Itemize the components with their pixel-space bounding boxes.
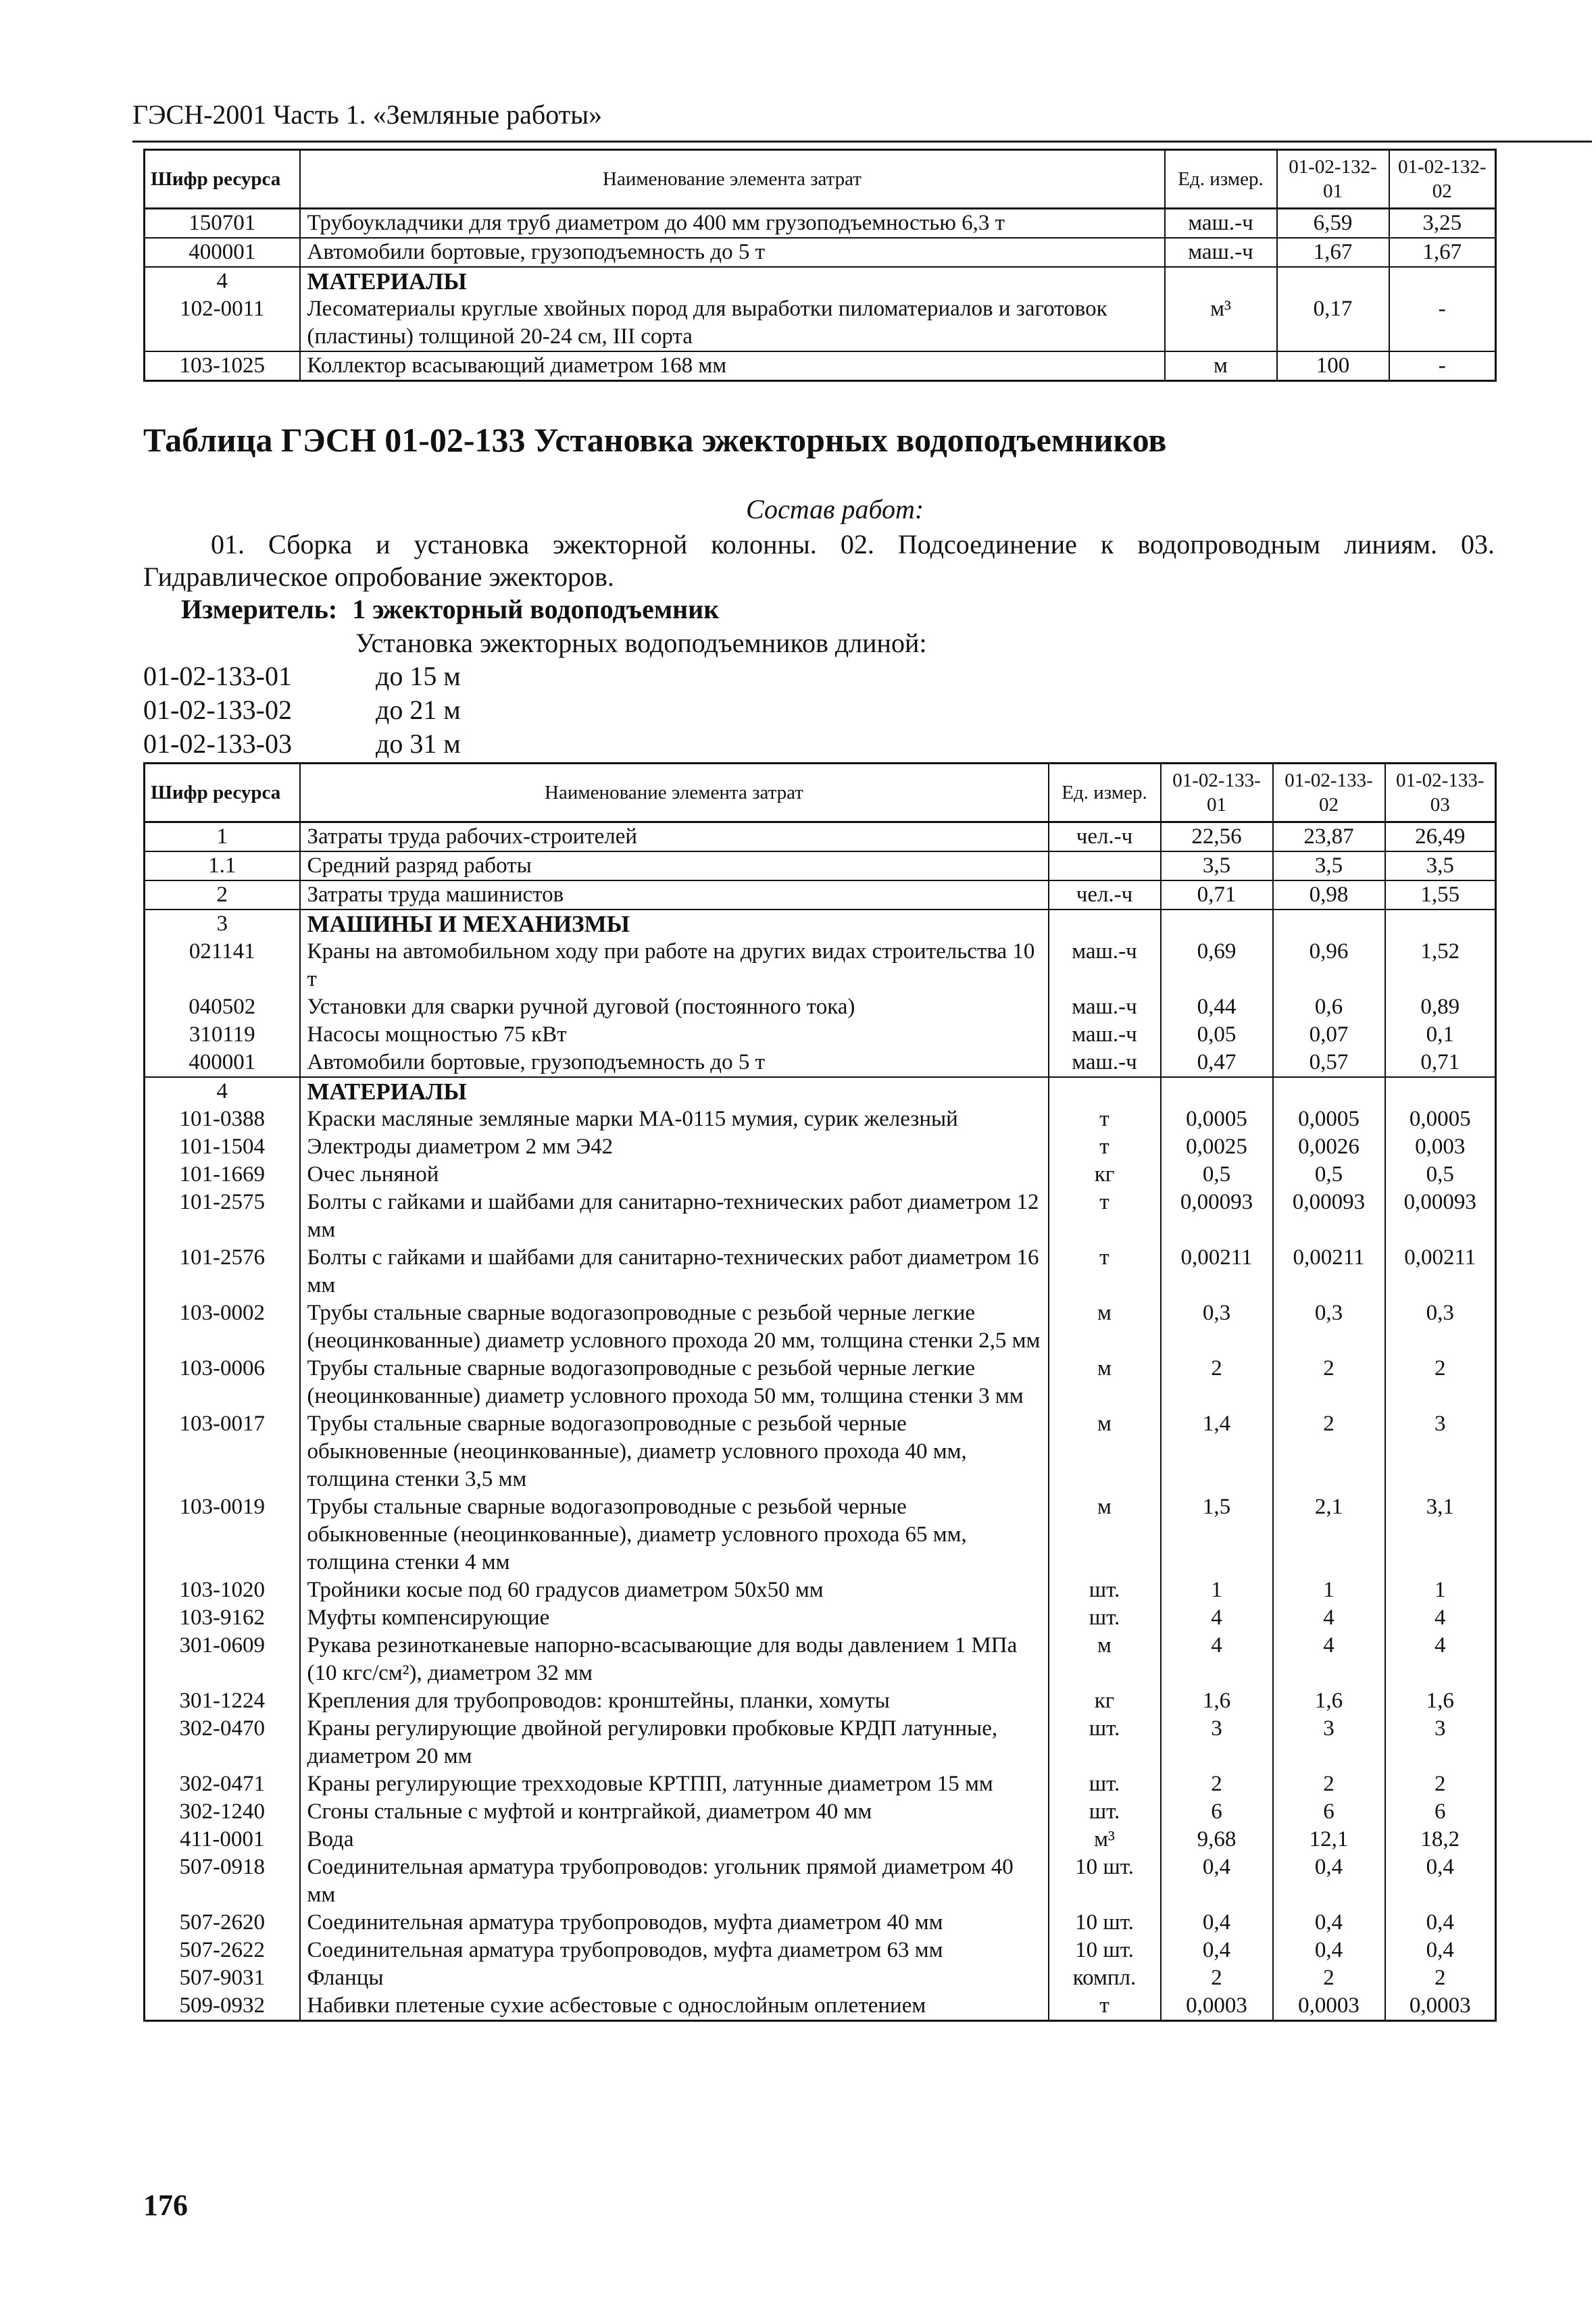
table-row: [145, 295, 1496, 351]
resource-code: 4: [145, 1077, 300, 1105]
variant-desc: до 15 м: [376, 661, 461, 691]
value-cell: 2: [1161, 1964, 1273, 1992]
table-title: Таблица ГЭСН 01-02-133 Установка эжекторных водоподъемников: [143, 421, 1167, 459]
table-row: [145, 351, 1496, 381]
resource-code: 507-2620: [145, 1909, 300, 1937]
value-cell: 0,003: [1385, 1133, 1496, 1161]
resource-code: 102-0011: [145, 295, 300, 351]
value-cell: 100: [1277, 351, 1389, 381]
value-cell: 0,4: [1273, 1937, 1385, 1964]
value-cell: 1: [1161, 1576, 1273, 1604]
cost-element-name: Болты с гайками и шайбами для санитарно-технических работ диаметром 16 мм: [300, 1244, 1049, 1299]
unit-cell: [1049, 910, 1161, 938]
value-cell: 18,2: [1385, 1826, 1496, 1853]
value-cell: 0,96: [1273, 938, 1385, 993]
install-title: Установка эжекторных водоподъемников длиной:: [355, 628, 927, 658]
resource-code: 310119: [145, 1021, 300, 1049]
cost-element-name: Трубы стальные сварные водогазопроводные с резьбой черные обыкновенные (неоцинкованные), диаметр условного прохода 65 мм, толщина стенки 4 мм: [300, 1493, 1049, 1576]
resource-code: 301-0609: [145, 1632, 300, 1687]
value-cell: 2: [1161, 1355, 1273, 1410]
value-cell: 6,59: [1277, 209, 1389, 239]
meter-label: Измеритель:: [181, 594, 338, 624]
cost-element-name: Трубоукладчики для труб диаметром до 400 мм грузоподъемностью 6,3 т: [300, 209, 1165, 239]
variant-desc: до 31 м: [376, 728, 461, 759]
value-cell: 0,00211: [1273, 1244, 1385, 1299]
page-number: 176: [143, 2189, 188, 2222]
table-row: [145, 238, 1496, 267]
table-body: [145, 822, 1496, 2021]
value-cell: 0,4: [1273, 1909, 1385, 1937]
value-cell: 0,4: [1161, 1937, 1273, 1964]
value-cell: [1385, 1077, 1496, 1105]
variant-item: [143, 693, 461, 727]
value-cell: [1161, 910, 1273, 938]
unit-cell: м³: [1165, 295, 1277, 351]
value-cell: 1,55: [1385, 880, 1496, 910]
value-cell: 2: [1273, 1355, 1385, 1410]
table-row: [145, 1133, 1496, 1161]
value-cell: 4: [1273, 1604, 1385, 1632]
table-body: [145, 209, 1496, 381]
table-row: [145, 1077, 1496, 1105]
table-row: [145, 1798, 1496, 1826]
cost-element-name: МАТЕРИАЛЫ: [300, 1077, 1049, 1105]
table-row: [145, 1909, 1496, 1937]
value-cell: 0,3: [1273, 1299, 1385, 1355]
value-cell: 1,4: [1161, 1410, 1273, 1493]
column-header: Шифр ресурса: [145, 764, 300, 822]
cost-element-name: Автомобили бортовые, грузоподъемность до 5 т: [300, 1049, 1049, 1077]
table-row: [145, 1604, 1496, 1632]
table-row: [145, 1964, 1496, 1992]
variant-list: [143, 659, 461, 761]
value-cell: 1,52: [1385, 938, 1496, 993]
unit-cell: т: [1049, 1133, 1161, 1161]
resource-code: 4: [145, 267, 300, 295]
variant-desc: до 21 м: [376, 695, 461, 725]
value-cell: 0,00211: [1161, 1244, 1273, 1299]
value-cell: 3,5: [1385, 851, 1496, 880]
value-cell: 6: [1161, 1798, 1273, 1826]
value-cell: 12,1: [1273, 1826, 1385, 1853]
cost-element-name: Болты с гайками и шайбами для санитарно-технических работ диаметром 12 мм: [300, 1189, 1049, 1244]
value-cell: 0,5: [1273, 1161, 1385, 1189]
table-row: [145, 1576, 1496, 1604]
value-cell: 3: [1385, 1410, 1496, 1493]
value-cell: 0,3: [1385, 1299, 1496, 1355]
resource-code: 103-1025: [145, 351, 300, 381]
value-cell: 0,00093: [1161, 1189, 1273, 1244]
value-cell: 2: [1273, 1410, 1385, 1493]
value-cell: 0,3: [1161, 1299, 1273, 1355]
resource-code: 507-2622: [145, 1937, 300, 1964]
table-row: [145, 1770, 1496, 1798]
resource-code: 411-0001: [145, 1826, 300, 1853]
table-row: [145, 1687, 1496, 1715]
meter-value: 1 эжекторный водоподъемник: [352, 594, 720, 624]
cost-element-name: Очес льняной: [300, 1161, 1049, 1189]
cost-element-name: Соединительная арматура трубопроводов, муфта диаметром 40 мм: [300, 1909, 1049, 1937]
cost-element-name: Средний разряд работы: [300, 851, 1049, 880]
table-row: [145, 1853, 1496, 1909]
table-row: [145, 910, 1496, 938]
table-row: [145, 993, 1496, 1021]
unit-cell: [1165, 267, 1277, 295]
unit-cell: чел.-ч: [1049, 880, 1161, 910]
resource-code: 103-0002: [145, 1299, 300, 1355]
unit-cell: м³: [1049, 1826, 1161, 1853]
value-cell: 0,00093: [1385, 1189, 1496, 1244]
variant-item: [143, 659, 461, 693]
column-header: 01-02-133-01: [1161, 764, 1273, 822]
resource-code: 021141: [145, 938, 300, 993]
unit-cell: м: [1165, 351, 1277, 381]
value-cell: -: [1389, 351, 1496, 381]
value-cell: 9,68: [1161, 1826, 1273, 1853]
table-row: [145, 851, 1496, 880]
table-row: [145, 880, 1496, 910]
unit-cell: м: [1049, 1299, 1161, 1355]
value-cell: 1,6: [1385, 1687, 1496, 1715]
value-cell: 0,05: [1161, 1021, 1273, 1049]
value-cell: 0,57: [1273, 1049, 1385, 1077]
table-header-row: [145, 764, 1496, 822]
value-cell: 1,6: [1273, 1687, 1385, 1715]
table-row: [145, 1189, 1496, 1244]
resource-code: 040502: [145, 993, 300, 1021]
cost-element-name: МАТЕРИАЛЫ: [300, 267, 1165, 295]
value-cell: 0,71: [1385, 1049, 1496, 1077]
value-cell: 23,87: [1273, 822, 1385, 852]
table-row: [145, 1632, 1496, 1687]
header-rule: [132, 141, 1592, 143]
value-cell: 2: [1385, 1964, 1496, 1992]
value-cell: [1273, 910, 1385, 938]
resource-code: 509-0932: [145, 1992, 300, 2021]
value-cell: 0,00211: [1385, 1244, 1496, 1299]
value-cell: 1,6: [1161, 1687, 1273, 1715]
unit-cell: [1049, 1077, 1161, 1105]
unit-cell: м: [1049, 1355, 1161, 1410]
value-cell: 0,1: [1385, 1021, 1496, 1049]
column-header: 01-02-132-01: [1277, 150, 1389, 209]
unit-cell: т: [1049, 1992, 1161, 2021]
cost-element-name: Электроды диаметром 2 мм Э42: [300, 1133, 1049, 1161]
table-row: [145, 822, 1496, 852]
table-row: [145, 1715, 1496, 1770]
unit-cell: маш.-ч: [1049, 938, 1161, 993]
resource-code: 302-0471: [145, 1770, 300, 1798]
value-cell: [1273, 1077, 1385, 1105]
unit-cell: т: [1049, 1189, 1161, 1244]
cost-element-name: Затраты труда рабочих-строителей: [300, 822, 1049, 852]
cost-element-name: Краны регулирующие двойной регулировки пробковые КРДП латунные, диаметром 20 мм: [300, 1715, 1049, 1770]
cost-element-name: Трубы стальные сварные водогазопроводные с резьбой черные легкие (неоцинкованные) диаметр условного прохода 50 мм, толщина стенки 3 мм: [300, 1355, 1049, 1410]
table-row: [145, 1021, 1496, 1049]
column-header: 01-02-133-02: [1273, 764, 1385, 822]
value-cell: 2: [1273, 1770, 1385, 1798]
unit-cell: шт.: [1049, 1576, 1161, 1604]
cost-element-name: Набивки плетеные сухие асбестовые с однослойным оплетением: [300, 1992, 1049, 2021]
table-row: [145, 1992, 1496, 2021]
cost-element-name: Установки для сварки ручной дуговой (постоянного тока): [300, 993, 1049, 1021]
unit-cell: маш.-ч: [1165, 238, 1277, 267]
value-cell: [1277, 267, 1389, 295]
column-header: Наименование элемента затрат: [300, 150, 1165, 209]
resource-code: 1.1: [145, 851, 300, 880]
unit-cell: [1049, 851, 1161, 880]
cost-element-name: Крепления для трубопроводов: кронштейны, планки, хомуты: [300, 1687, 1049, 1715]
variant-code: 01-02-133-01: [143, 661, 292, 691]
column-header: 01-02-133-03: [1385, 764, 1496, 822]
running-header: ГЭСН-2001 Часть 1. «Земляные работы»: [132, 99, 603, 130]
column-header: Шифр ресурса: [145, 150, 300, 209]
value-cell: 0,0003: [1273, 1992, 1385, 2021]
table-row: [145, 1105, 1496, 1133]
cost-element-name: Соединительная арматура трубопроводов: угольник прямой диаметром 40 мм: [300, 1853, 1049, 1909]
value-cell: 2,1: [1273, 1493, 1385, 1576]
value-cell: 6: [1273, 1798, 1385, 1826]
value-cell: 2: [1273, 1964, 1385, 1992]
value-cell: 0,0005: [1273, 1105, 1385, 1133]
resource-code: 1: [145, 822, 300, 852]
cost-element-name: Тройники косые под 60 градусов диаметром 50x50 мм: [300, 1576, 1049, 1604]
resource-code: 101-1669: [145, 1161, 300, 1189]
resource-code: 400001: [145, 238, 300, 267]
value-cell: 0,00093: [1273, 1189, 1385, 1244]
resource-code: 101-2576: [145, 1244, 300, 1299]
value-cell: 0,07: [1273, 1021, 1385, 1049]
table-row: [145, 1161, 1496, 1189]
cost-element-name: Автомобили бортовые, грузоподъемность до 5 т: [300, 238, 1165, 267]
value-cell: 1: [1385, 1576, 1496, 1604]
value-cell: 0,0003: [1161, 1992, 1273, 2021]
resource-code: 302-0470: [145, 1715, 300, 1770]
value-cell: 1,5: [1161, 1493, 1273, 1576]
value-cell: 2: [1385, 1355, 1496, 1410]
unit-cell: 10 шт.: [1049, 1853, 1161, 1909]
value-cell: 0,5: [1385, 1161, 1496, 1189]
value-cell: 0,5: [1161, 1161, 1273, 1189]
column-header: Наименование элемента затрат: [300, 764, 1049, 822]
table-row: [145, 1410, 1496, 1493]
resource-code: 507-9031: [145, 1964, 300, 1992]
value-cell: 26,49: [1385, 822, 1496, 852]
table-row: [145, 1049, 1496, 1077]
cost-element-name: Лесоматериалы круглые хвойных пород для выработки пиломатериалов и заготовок (пластины) толщиной 20-24 см, III сорта: [300, 295, 1165, 351]
value-cell: [1385, 910, 1496, 938]
resource-code: 103-0017: [145, 1410, 300, 1493]
cost-element-name: Сгоны стальные с муфтой и контргайкой, диаметром 40 мм: [300, 1798, 1049, 1826]
value-cell: 0,4: [1385, 1909, 1496, 1937]
value-cell: 3,5: [1161, 851, 1273, 880]
variant-code: 01-02-133-03: [143, 728, 292, 759]
resource-code: 150701: [145, 209, 300, 239]
column-header: 01-02-132-02: [1389, 150, 1496, 209]
cost-element-name: Затраты труда машинистов: [300, 880, 1049, 910]
cost-element-name: Краны на автомобильном ходу при работе на других видах строительства 10 т: [300, 938, 1049, 993]
value-cell: 2: [1385, 1770, 1496, 1798]
unit-cell: маш.-ч: [1049, 1049, 1161, 1077]
table-row: [145, 1493, 1496, 1576]
value-cell: 0,0003: [1385, 1992, 1496, 2021]
value-cell: 0,0026: [1273, 1133, 1385, 1161]
resource-code: 101-1504: [145, 1133, 300, 1161]
cost-element-name: Рукава резинотканевые напорно-всасывающие для воды давлением 1 МПа (10 кгс/см²), диаметром 32 мм: [300, 1632, 1049, 1687]
resource-code: 400001: [145, 1049, 300, 1077]
resource-code: 101-2575: [145, 1189, 300, 1244]
table-row: [145, 1826, 1496, 1853]
value-cell: 0,4: [1385, 1937, 1496, 1964]
value-cell: 0,4: [1161, 1853, 1273, 1909]
value-cell: 3: [1273, 1715, 1385, 1770]
value-cell: 22,56: [1161, 822, 1273, 852]
resource-code: 103-0019: [145, 1493, 300, 1576]
value-cell: 2: [1161, 1770, 1273, 1798]
cost-element-name: Насосы мощностью 75 кВт: [300, 1021, 1049, 1049]
value-cell: 0,0025: [1161, 1133, 1273, 1161]
value-cell: 0,69: [1161, 938, 1273, 993]
value-cell: 0,4: [1385, 1853, 1496, 1909]
value-cell: 0,17: [1277, 295, 1389, 351]
cost-element-name: Муфты компенсирующие: [300, 1604, 1049, 1632]
value-cell: 3,5: [1273, 851, 1385, 880]
resource-table-top: [143, 149, 1497, 382]
value-cell: 4: [1273, 1632, 1385, 1687]
value-cell: 0,0005: [1385, 1105, 1496, 1133]
resource-code: 302-1240: [145, 1798, 300, 1826]
value-cell: [1389, 267, 1496, 295]
resource-code: 103-9162: [145, 1604, 300, 1632]
unit-cell: шт.: [1049, 1715, 1161, 1770]
value-cell: 0,44: [1161, 993, 1273, 1021]
value-cell: 0,4: [1161, 1909, 1273, 1937]
unit-cell: 10 шт.: [1049, 1937, 1161, 1964]
value-cell: 3,1: [1385, 1493, 1496, 1576]
unit-cell: 10 шт.: [1049, 1909, 1161, 1937]
unit-cell: маш.-ч: [1049, 1021, 1161, 1049]
value-cell: 0,0005: [1161, 1105, 1273, 1133]
unit-cell: т: [1049, 1244, 1161, 1299]
cost-element-name: Вода: [300, 1826, 1049, 1853]
value-cell: 0,98: [1273, 880, 1385, 910]
resource-code: 101-0388: [145, 1105, 300, 1133]
value-cell: 1,67: [1277, 238, 1389, 267]
value-cell: 0,71: [1161, 880, 1273, 910]
table-row: [145, 1244, 1496, 1299]
table-row: [145, 209, 1496, 239]
unit-cell: шт.: [1049, 1798, 1161, 1826]
cost-element-name: МАШИНЫ И МЕХАНИЗМЫ: [300, 910, 1049, 938]
value-cell: 1: [1273, 1576, 1385, 1604]
unit-cell: м: [1049, 1410, 1161, 1493]
unit-cell: кг: [1049, 1687, 1161, 1715]
unit-cell: маш.-ч: [1165, 209, 1277, 239]
column-header: Ед. измер.: [1049, 764, 1161, 822]
unit-cell: компл.: [1049, 1964, 1161, 1992]
resource-code: 103-0006: [145, 1355, 300, 1410]
value-cell: [1161, 1077, 1273, 1105]
variant-code: 01-02-133-02: [143, 695, 292, 725]
value-cell: 4: [1161, 1604, 1273, 1632]
table-row: [145, 267, 1496, 295]
cost-element-name: Трубы стальные сварные водогазопроводные с резьбой черные легкие (неоцинкованные) диаметр условного прохода 20 мм, толщина стенки 2,5 мм: [300, 1299, 1049, 1355]
cost-element-name: Коллектор всасывающий диаметром 168 мм: [300, 351, 1165, 381]
composition-text: 01. Сборка и установка эжекторной колонны. 02. Подсоединение к водопроводным линиям. 03. Гидравлическое опробование эжекторов.: [143, 529, 1495, 592]
value-cell: 0,4: [1273, 1853, 1385, 1909]
unit-cell: шт.: [1049, 1604, 1161, 1632]
resource-code: 2: [145, 880, 300, 910]
unit-cell: м: [1049, 1493, 1161, 1576]
cost-element-name: Фланцы: [300, 1964, 1049, 1992]
column-header: Ед. измер.: [1165, 150, 1277, 209]
value-cell: 6: [1385, 1798, 1496, 1826]
unit-cell: м: [1049, 1632, 1161, 1687]
resource-table-main: [143, 762, 1497, 2022]
unit-cell: чел.-ч: [1049, 822, 1161, 852]
unit-cell: кг: [1049, 1161, 1161, 1189]
resource-code: 507-0918: [145, 1853, 300, 1909]
value-cell: 4: [1161, 1632, 1273, 1687]
cost-element-name: Краны регулирующие трехходовые КРТПП, латунные диаметром 15 мм: [300, 1770, 1049, 1798]
value-cell: 0,47: [1161, 1049, 1273, 1077]
value-cell: 4: [1385, 1632, 1496, 1687]
table-row: [145, 1299, 1496, 1355]
table-header-row: [145, 150, 1496, 209]
value-cell: 1,67: [1389, 238, 1496, 267]
cost-element-name: Соединительная арматура трубопроводов, муфта диаметром 63 мм: [300, 1937, 1049, 1964]
meter-line: [181, 593, 719, 625]
composition-label: Состав работ:: [746, 494, 924, 524]
resource-code: 3: [145, 910, 300, 938]
unit-cell: маш.-ч: [1049, 993, 1161, 1021]
unit-cell: т: [1049, 1105, 1161, 1133]
table-row: [145, 1937, 1496, 1964]
unit-cell: шт.: [1049, 1770, 1161, 1798]
variant-item: [143, 727, 461, 761]
table-row: [145, 938, 1496, 993]
value-cell: 0,89: [1385, 993, 1496, 1021]
cost-element-name: Краски масляные земляные марки МА-0115 мумия, сурик железный: [300, 1105, 1049, 1133]
value-cell: -: [1389, 295, 1496, 351]
resource-code: 301-1224: [145, 1687, 300, 1715]
table-row: [145, 1355, 1496, 1410]
value-cell: 3: [1161, 1715, 1273, 1770]
value-cell: 3: [1385, 1715, 1496, 1770]
resource-code: 103-1020: [145, 1576, 300, 1604]
cost-element-name: Трубы стальные сварные водогазопроводные с резьбой черные обыкновенные (неоцинкованные), диаметр условного прохода 40 мм, толщина стенки 3,5 мм: [300, 1410, 1049, 1493]
value-cell: 4: [1385, 1604, 1496, 1632]
value-cell: 3,25: [1389, 209, 1496, 239]
value-cell: 0,6: [1273, 993, 1385, 1021]
